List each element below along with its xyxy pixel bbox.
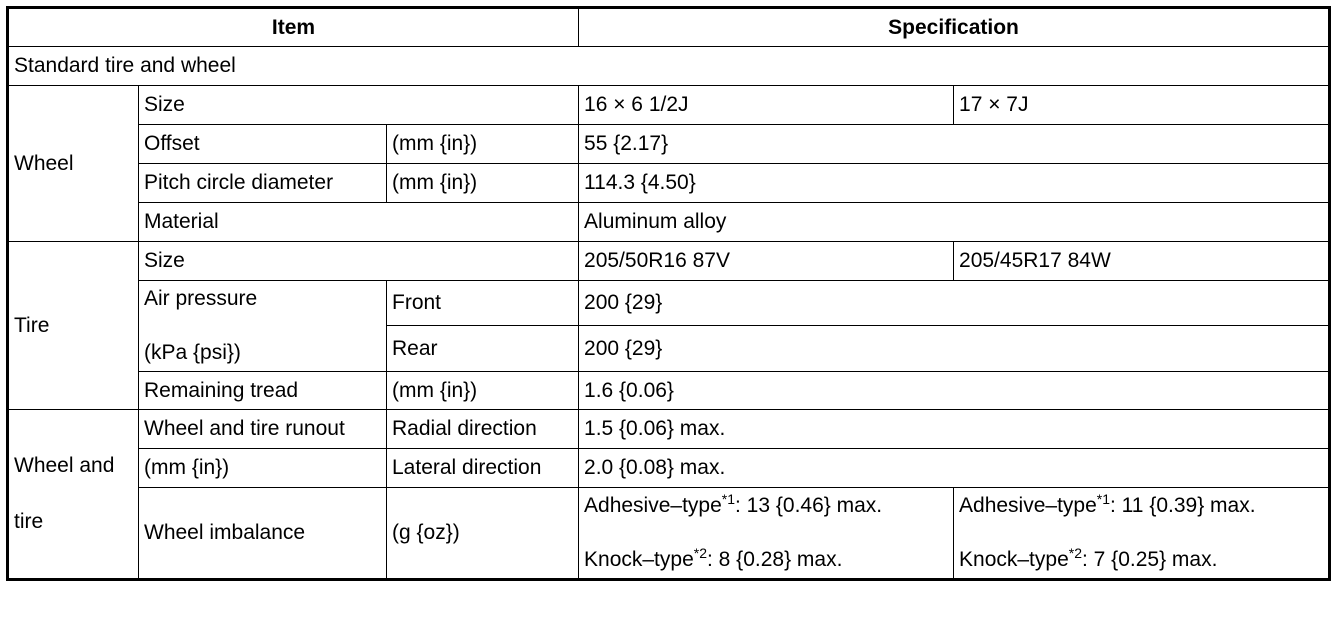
- table-row: [8, 125, 1330, 164]
- group-label-wheel-and-tire: [8, 410, 139, 580]
- group-label-wheel: Wheel: [8, 86, 139, 242]
- table-row: [8, 86, 1330, 125]
- section-row: [8, 47, 1330, 86]
- footnote-mark: *2: [693, 545, 707, 561]
- adhesive-type-label: Adhesive–type: [959, 494, 1097, 517]
- air-pressure-unit: (kPa {psi}): [144, 341, 241, 364]
- adhesive-value-text: : 13 {0.46} max.: [735, 494, 883, 517]
- spec-value: 1.5 {0.06} max.: [579, 410, 1330, 449]
- knock-value-text: : 7 {0.25} max.: [1082, 548, 1218, 571]
- spec-value: 200 {29}: [579, 326, 1330, 372]
- spec-value-16: [579, 488, 954, 580]
- row-label: Wheel imbalance: [139, 488, 387, 580]
- header-specification: Specification: [579, 8, 1330, 47]
- group-label-tire: Tire: [8, 242, 139, 410]
- knock-type-label: Knock–type: [584, 548, 694, 571]
- adhesive-value: [584, 491, 948, 518]
- row-label: Remaining tread: [139, 372, 387, 410]
- spec-value: 55 {2.17}: [579, 125, 1330, 164]
- row-label: Size: [139, 242, 579, 281]
- spec-value: 17 × 7J: [954, 86, 1330, 125]
- row-sublabel: Rear: [387, 326, 579, 372]
- spec-value: 2.0 {0.08} max.: [579, 449, 1330, 488]
- section-title: Standard tire and wheel: [8, 47, 1330, 86]
- spec-value: 205/45R17 84W: [954, 242, 1330, 281]
- row-label: Pitch circle diameter: [139, 164, 387, 203]
- footnote-mark: *1: [721, 491, 736, 507]
- row-unit: (mm {in}): [139, 449, 387, 488]
- spec-value: 1.6 {0.06}: [579, 372, 1330, 410]
- adhesive-value: [959, 491, 1323, 518]
- table-row: [8, 281, 1330, 326]
- spec-value: 200 {29}: [579, 281, 1330, 326]
- row-label: Offset: [139, 125, 387, 164]
- row-unit: (mm {in}): [387, 125, 579, 164]
- footnote-mark: *1: [1096, 491, 1111, 507]
- table-row: [8, 203, 1330, 242]
- spec-value: Aluminum alloy: [579, 203, 1330, 242]
- row-unit: (mm {in}): [387, 164, 579, 203]
- spec-value-17: [954, 488, 1330, 580]
- adhesive-type-label: Adhesive–type: [584, 494, 722, 517]
- knock-type-label: Knock–type: [959, 548, 1069, 571]
- table-row: [8, 488, 1330, 580]
- table-row: [8, 449, 1330, 488]
- row-label: Material: [139, 203, 579, 242]
- tire-wheel-spec-table: [6, 6, 1331, 581]
- knock-value-text: : 8 {0.28} max.: [707, 548, 843, 571]
- row-sublabel: Front: [387, 281, 579, 326]
- footnote-mark: *2: [1068, 545, 1082, 561]
- table-row: [8, 164, 1330, 203]
- table-row: [8, 372, 1330, 410]
- row-sublabel: Radial direction: [387, 410, 579, 449]
- group-label-line: Wheel and: [14, 454, 115, 477]
- air-pressure-label: Air pressure: [144, 287, 258, 310]
- header-item: Item: [8, 8, 579, 47]
- table-row: [8, 242, 1330, 281]
- adhesive-value-text: : 11 {0.39} max.: [1110, 494, 1256, 517]
- table-header-row: [8, 8, 1330, 47]
- row-sublabel: Lateral direction: [387, 449, 579, 488]
- knock-value: [959, 545, 1323, 572]
- spec-page: [6, 6, 1331, 581]
- knock-value: [584, 545, 948, 572]
- row-unit: (mm {in}): [387, 372, 579, 410]
- row-unit: (g {oz}): [387, 488, 579, 580]
- table-row: [8, 410, 1330, 449]
- group-label-line: tire: [14, 510, 44, 533]
- row-label: Size: [139, 86, 579, 125]
- row-label-air-pressure: [139, 281, 387, 372]
- spec-value: 16 × 6 1/2J: [579, 86, 954, 125]
- row-label: Wheel and tire runout: [139, 410, 387, 449]
- spec-value: 205/50R16 87V: [579, 242, 954, 281]
- spec-value: 114.3 {4.50}: [579, 164, 1330, 203]
